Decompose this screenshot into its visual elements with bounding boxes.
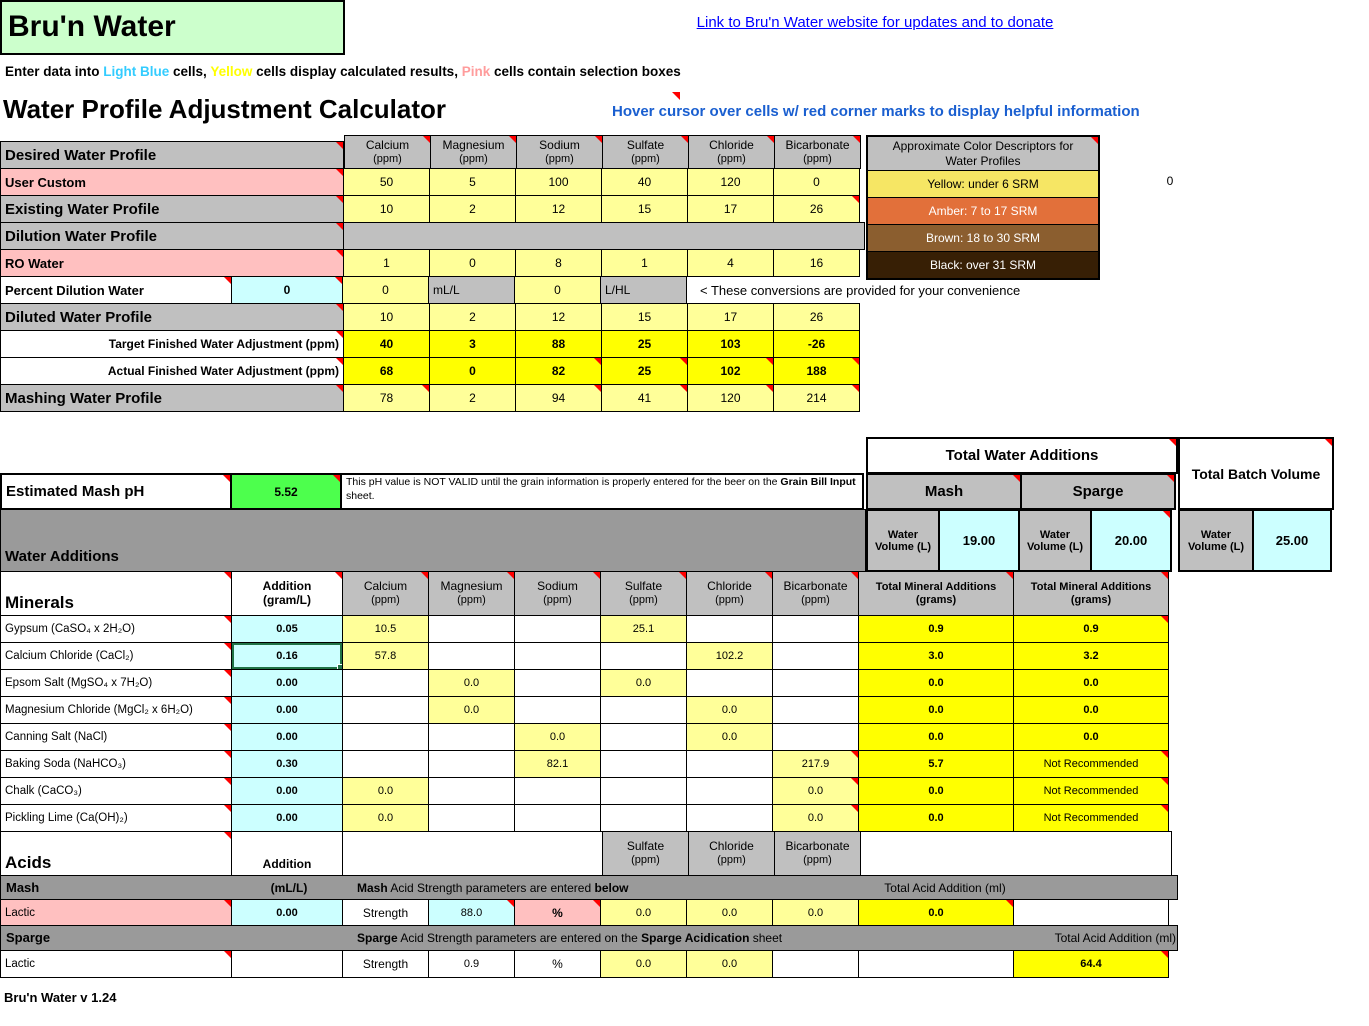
value-cell: 0 (429, 249, 516, 277)
desired-profile-selector[interactable]: User Custom (0, 168, 344, 196)
empty-cell (342, 831, 603, 876)
mineral-ion-cell: 0.0 (342, 804, 429, 832)
sparge-mineral-total: 0.0 (1013, 669, 1169, 697)
mineral-ion-cell (428, 723, 515, 751)
value-cell: 103 (687, 330, 774, 358)
sparge-mineral-total: 0.0 (1013, 723, 1169, 751)
value-cell: 88 (515, 330, 602, 358)
mineral-ion-cell (428, 750, 515, 778)
value-cell: 1 (343, 249, 430, 277)
mineral-ion-cell (686, 750, 773, 778)
version-label: Bru'n Water v 1.24 (4, 990, 117, 1005)
sparge-acid-strength-unit: % (514, 950, 601, 978)
mineral-ion-cell (514, 804, 601, 832)
mash-acid-band (0, 875, 1178, 900)
website-link[interactable]: Link to Bru'n Water website for updates and to donate (696, 14, 1054, 31)
mineral-addition-input[interactable]: 0.05 (231, 615, 343, 643)
value-cell: 0 (773, 168, 860, 196)
mineral-ion-cell (772, 669, 859, 697)
conversion-value: 0 (342, 276, 429, 304)
column-header-sulfate: Sulfate (ppm) (602, 831, 689, 876)
mineral-ion-cell: 0.0 (686, 723, 773, 751)
column-header-bicarbonate: Bicarbonate (ppm) (772, 571, 859, 616)
mineral-ion-cell: 102.2 (686, 642, 773, 670)
total-water-additions-title: Total Water Additions (866, 437, 1178, 474)
percent-dilution-input[interactable]: 0 (231, 276, 343, 304)
mash-acid-selector[interactable]: Lactic (0, 899, 232, 926)
mash-acid-strength-unit-selector[interactable]: % (514, 899, 601, 926)
row-label-dilution-water-profile: Dilution Water Profile (0, 222, 344, 250)
value-cell: 2 (429, 384, 516, 412)
row-label-target-adjustment: Target Finished Water Adjustment (ppm) (0, 330, 344, 358)
value-cell: 120 (687, 168, 774, 196)
value-cell: 25 (601, 357, 688, 385)
mineral-ion-cell (342, 723, 429, 751)
water-additions-label: Water Additions (5, 548, 119, 565)
mineral-addition-input-selected[interactable]: 0.16 (231, 642, 343, 670)
row-label-diluted-water-profile: Diluted Water Profile (0, 303, 344, 331)
pink-word: Pink (461, 64, 491, 79)
conversion-unit: L/HL (600, 276, 687, 304)
sparge-mineral-total: Not Recommended (1013, 750, 1169, 778)
mineral-label: Epsom Salt (MgSO₄ x 7H₂O) (0, 669, 232, 697)
mineral-ion-cell: 0.0 (514, 723, 601, 751)
value-cell: 12 (515, 303, 602, 331)
column-header-chloride: Chloride (ppm) (686, 571, 773, 616)
empty-cell (231, 950, 343, 978)
value-cell: 1 (601, 249, 688, 277)
column-header-calcium: Calcium (ppm) (342, 571, 429, 616)
mineral-ion-cell (686, 669, 773, 697)
column-header-sulfate: Sulfate (ppm) (602, 135, 689, 169)
sparge-column-header: Sparge (1020, 473, 1176, 510)
value-cell: 10 (343, 195, 430, 223)
mineral-ion-cell (342, 669, 429, 697)
sparge-water-volume-input[interactable]: 20.00 (1090, 509, 1172, 572)
mineral-ion-cell (686, 777, 773, 805)
value-cell: 68 (343, 357, 430, 385)
water-additions-band (0, 509, 866, 572)
mineral-ion-cell (600, 804, 687, 832)
page-title: Water Profile Adjustment Calculator (3, 94, 447, 124)
mash-mineral-total-header: Total Mineral Additions (grams) (858, 571, 1014, 616)
mineral-ion-cell: 0.0 (686, 696, 773, 724)
empty-cell (1013, 899, 1169, 926)
mineral-ion-cell (428, 804, 515, 832)
mineral-label: Calcium Chloride (CaCl₂) (0, 642, 232, 670)
srm-black-row: Black: over 31 SRM (868, 251, 1098, 278)
light-blue-word: Light Blue (103, 64, 170, 79)
value-cell: 4 (687, 249, 774, 277)
mineral-ion-cell (514, 615, 601, 643)
mash-mineral-total: 0.0 (858, 723, 1014, 751)
sparge-band-note: Sparge Acid Strength parameters are entered on the Sparge Acidication sheet (357, 931, 783, 945)
mineral-ion-cell (428, 642, 515, 670)
sparge-mineral-total: 0.0 (1013, 696, 1169, 724)
mineral-ion-cell: 0.0 (428, 669, 515, 697)
mash-mineral-total: 0.0 (858, 804, 1014, 832)
mineral-label: Gypsum (CaSO₄ x 2H₂O) (0, 615, 232, 643)
value-cell: -26 (773, 330, 860, 358)
conversion-unit: mL/L (428, 276, 515, 304)
value-cell: 26 (773, 303, 860, 331)
mineral-addition-input[interactable]: 0.00 (231, 777, 343, 805)
mash-addition-unit: (mL/L) (270, 881, 308, 895)
acid-ion-cell: 0.0 (600, 950, 687, 978)
mash-ph-note: This pH value is NOT VALID until the grain information is properly entered for the beer on the Grain Bill Input sheet. (340, 473, 864, 510)
acid-ion-cell: 0.0 (772, 899, 859, 926)
value-cell: 10 (343, 303, 430, 331)
conversion-note: < These conversions are provided for your convenience (700, 283, 1021, 298)
total-batch-volume-title: Total Batch Volume (1178, 437, 1334, 510)
row-label-desired-water-profile: Desired Water Profile (0, 141, 344, 169)
sparge-water-volume-label: Water Volume (L) (1018, 509, 1092, 572)
batch-water-volume-input[interactable]: 25.00 (1252, 509, 1332, 572)
mineral-label: Chalk (CaCO₃) (0, 777, 232, 805)
minerals-section-label: Minerals (0, 571, 232, 616)
value-cell: 40 (343, 330, 430, 358)
mineral-ion-cell (600, 777, 687, 805)
value-cell: 3 (429, 330, 516, 358)
acid-addition-header: Addition (231, 831, 343, 876)
strength-label: Strength (342, 950, 429, 978)
value-cell: 94 (515, 384, 602, 412)
value-cell: 82 (515, 357, 602, 385)
sparge-mineral-total-header: Total Mineral Additions (grams) (1013, 571, 1169, 616)
sparge-acid-label: Lactic (0, 950, 232, 978)
dilution-profile-selector[interactable]: RO Water (0, 249, 344, 277)
sparge-acid-strength-value: 0.9 (428, 950, 515, 978)
value-cell: 188 (773, 357, 860, 385)
value-cell: 0 (429, 357, 516, 385)
color-descriptor-header: Approximate Color Descriptors for Water Profiles (868, 137, 1098, 170)
empty-cell (772, 950, 859, 978)
mash-mineral-total: 0.0 (858, 669, 1014, 697)
mineral-label: Magnesium Chloride (MgCl₂ x 6H₂O) (0, 696, 232, 724)
column-header-bicarbonate: Bicarbonate (ppm) (774, 135, 861, 169)
hover-tip: Hover cursor over cells w/ red corner marks to display helpful information (612, 103, 1140, 120)
sparge-mineral-total: 3.2 (1013, 642, 1169, 670)
value-cell: 17 (687, 195, 774, 223)
mash-mineral-total: 0.0 (858, 696, 1014, 724)
mineral-ion-cell: 82.1 (514, 750, 601, 778)
column-header-sodium: Sodium (ppm) (516, 135, 603, 169)
value-cell: 15 (601, 303, 688, 331)
sparge-total-acid-label: Total Acid Addition (ml) (1054, 931, 1176, 945)
value-cell: 2 (429, 195, 516, 223)
mash-mineral-total: 5.7 (858, 750, 1014, 778)
mineral-ion-cell (600, 750, 687, 778)
mash-water-volume-input[interactable]: 19.00 (938, 509, 1020, 572)
sparge-mineral-total: 0.9 (1013, 615, 1169, 643)
mineral-ion-cell (772, 642, 859, 670)
value-cell: 120 (687, 384, 774, 412)
mineral-ion-cell (342, 696, 429, 724)
mineral-addition-input[interactable]: 0.00 (231, 804, 343, 832)
mineral-ion-cell: 0.0 (772, 804, 859, 832)
strength-label: Strength (342, 899, 429, 926)
mineral-ion-cell: 0.0 (772, 777, 859, 805)
acid-ion-cell: 0.0 (686, 899, 773, 926)
sparge-band-label: Sparge (6, 930, 51, 945)
value-cell: 102 (687, 357, 774, 385)
mineral-ion-cell (772, 615, 859, 643)
row-label-percent-dilution: Percent Dilution Water (0, 276, 232, 304)
mash-ph-value: 5.52 (230, 473, 342, 510)
mineral-addition-input[interactable]: 0.00 (231, 669, 343, 697)
value-cell: 16 (773, 249, 860, 277)
mineral-ion-cell (514, 777, 601, 805)
value-cell: 25 (601, 330, 688, 358)
batch-water-volume-label: Water Volume (L) (1178, 509, 1254, 572)
row-label-mashing-water-profile: Mashing Water Profile (0, 384, 344, 412)
instructions-text: Enter data into (5, 64, 104, 79)
column-header-sulfate: Sulfate (ppm) (600, 571, 687, 616)
value-cell: 15 (601, 195, 688, 223)
mash-acid-strength-input[interactable]: 88.0 (428, 899, 515, 926)
value-cell: 214 (773, 384, 860, 412)
red-corner-mark-icon (672, 92, 680, 100)
column-header-chloride: Chloride (ppm) (688, 135, 775, 169)
mineral-ion-cell: 57.8 (342, 642, 429, 670)
mineral-ion-cell (514, 696, 601, 724)
mineral-ion-cell (514, 642, 601, 670)
empty-dilution-cells (343, 222, 865, 250)
acid-ion-cell: 0.0 (686, 950, 773, 978)
column-header-bicarbonate: Bicarbonate (ppm) (774, 831, 861, 876)
mineral-ion-cell (600, 696, 687, 724)
stray-cell-value: 0 (1166, 174, 1174, 188)
srm-yellow-row: Yellow: under 6 SRM (868, 170, 1098, 197)
sparge-mineral-total: Not Recommended (1013, 804, 1169, 832)
mineral-addition-input[interactable]: 0.00 (231, 723, 343, 751)
app-title-box (0, 0, 345, 55)
value-cell: 2 (429, 303, 516, 331)
addition-column-header: Addition (gram/L) (231, 571, 343, 616)
value-cell: 5 (429, 168, 516, 196)
sparge-mineral-total: Not Recommended (1013, 777, 1169, 805)
empty-cell (860, 831, 1172, 876)
acids-section-label: Acids (0, 831, 232, 876)
instructions-line: Enter data into Light Blue cells, Yellow cells display calculated results, Pink cells contain selection boxes (5, 64, 681, 79)
srm-brown-row: Brown: 18 to 30 SRM (868, 224, 1098, 251)
mash-column-header: Mash (866, 473, 1022, 510)
mash-total-acid-label: Total Acid Addition (ml) (884, 881, 1006, 895)
column-header-sodium: Sodium (ppm) (514, 571, 601, 616)
sparge-acid-band (0, 925, 1178, 951)
mineral-ion-cell: 0.0 (428, 696, 515, 724)
mash-mineral-total: 0.0 (858, 777, 1014, 805)
mineral-label: Canning Salt (NaCl) (0, 723, 232, 751)
mash-band-label: Mash (6, 880, 40, 895)
mash-band-note: Mash Acid Strength parameters are entered below (357, 881, 629, 895)
empty-cell (858, 950, 1014, 978)
mash-acid-addition-input[interactable]: 0.00 (231, 899, 343, 926)
mash-mineral-total: 0.9 (858, 615, 1014, 643)
value-cell: 40 (601, 168, 688, 196)
row-label-existing-water-profile: Existing Water Profile (0, 195, 344, 223)
mineral-ion-cell (600, 642, 687, 670)
mineral-addition-input[interactable]: 0.00 (231, 696, 343, 724)
column-header-calcium: Calcium (ppm) (344, 135, 431, 169)
mineral-ion-cell: 217.9 (772, 750, 859, 778)
mineral-addition-input[interactable]: 0.30 (231, 750, 343, 778)
mineral-ion-cell (342, 750, 429, 778)
column-header-magnesium: Magnesium (ppm) (430, 135, 517, 169)
app-title: Bru'n Water (8, 10, 176, 43)
value-cell: 26 (773, 195, 860, 223)
mineral-ion-cell (600, 723, 687, 751)
sparge-total-acid-value: 64.4 (1013, 950, 1169, 978)
mineral-label: Pickling Lime (Ca(OH)₂) (0, 804, 232, 832)
mineral-ion-cell (772, 723, 859, 751)
mash-water-volume-label: Water Volume (L) (866, 509, 940, 572)
mineral-ion-cell: 25.1 (600, 615, 687, 643)
mash-mineral-total: 3.0 (858, 642, 1014, 670)
mineral-ion-cell (686, 804, 773, 832)
value-cell: 100 (515, 168, 602, 196)
mash-total-acid-value: 0.0 (858, 899, 1014, 926)
mineral-ion-cell: 0.0 (600, 669, 687, 697)
yellow-word: Yellow (210, 64, 253, 79)
acid-ion-cell: 0.0 (600, 899, 687, 926)
mineral-ion-cell (428, 777, 515, 805)
mineral-ion-cell (686, 615, 773, 643)
value-cell: 12 (515, 195, 602, 223)
value-cell: 17 (687, 303, 774, 331)
mineral-ion-cell (772, 696, 859, 724)
mineral-ion-cell: 0.0 (342, 777, 429, 805)
srm-amber-row: Amber: 7 to 17 SRM (868, 197, 1098, 224)
mineral-ion-cell (514, 669, 601, 697)
value-cell: 41 (601, 384, 688, 412)
mash-ph-label: Estimated Mash pH (0, 473, 232, 510)
value-cell: 78 (343, 384, 430, 412)
mineral-ion-cell (428, 615, 515, 643)
mineral-ion-cell: 10.5 (342, 615, 429, 643)
column-header-chloride: Chloride (ppm) (688, 831, 775, 876)
color-descriptor-block (866, 135, 1100, 280)
row-label-actual-adjustment: Actual Finished Water Adjustment (ppm) (0, 357, 344, 385)
column-header-magnesium: Magnesium (ppm) (428, 571, 515, 616)
value-cell: 8 (515, 249, 602, 277)
mineral-label: Baking Soda (NaHCO₃) (0, 750, 232, 778)
value-cell: 50 (343, 168, 430, 196)
conversion-value: 0 (514, 276, 601, 304)
